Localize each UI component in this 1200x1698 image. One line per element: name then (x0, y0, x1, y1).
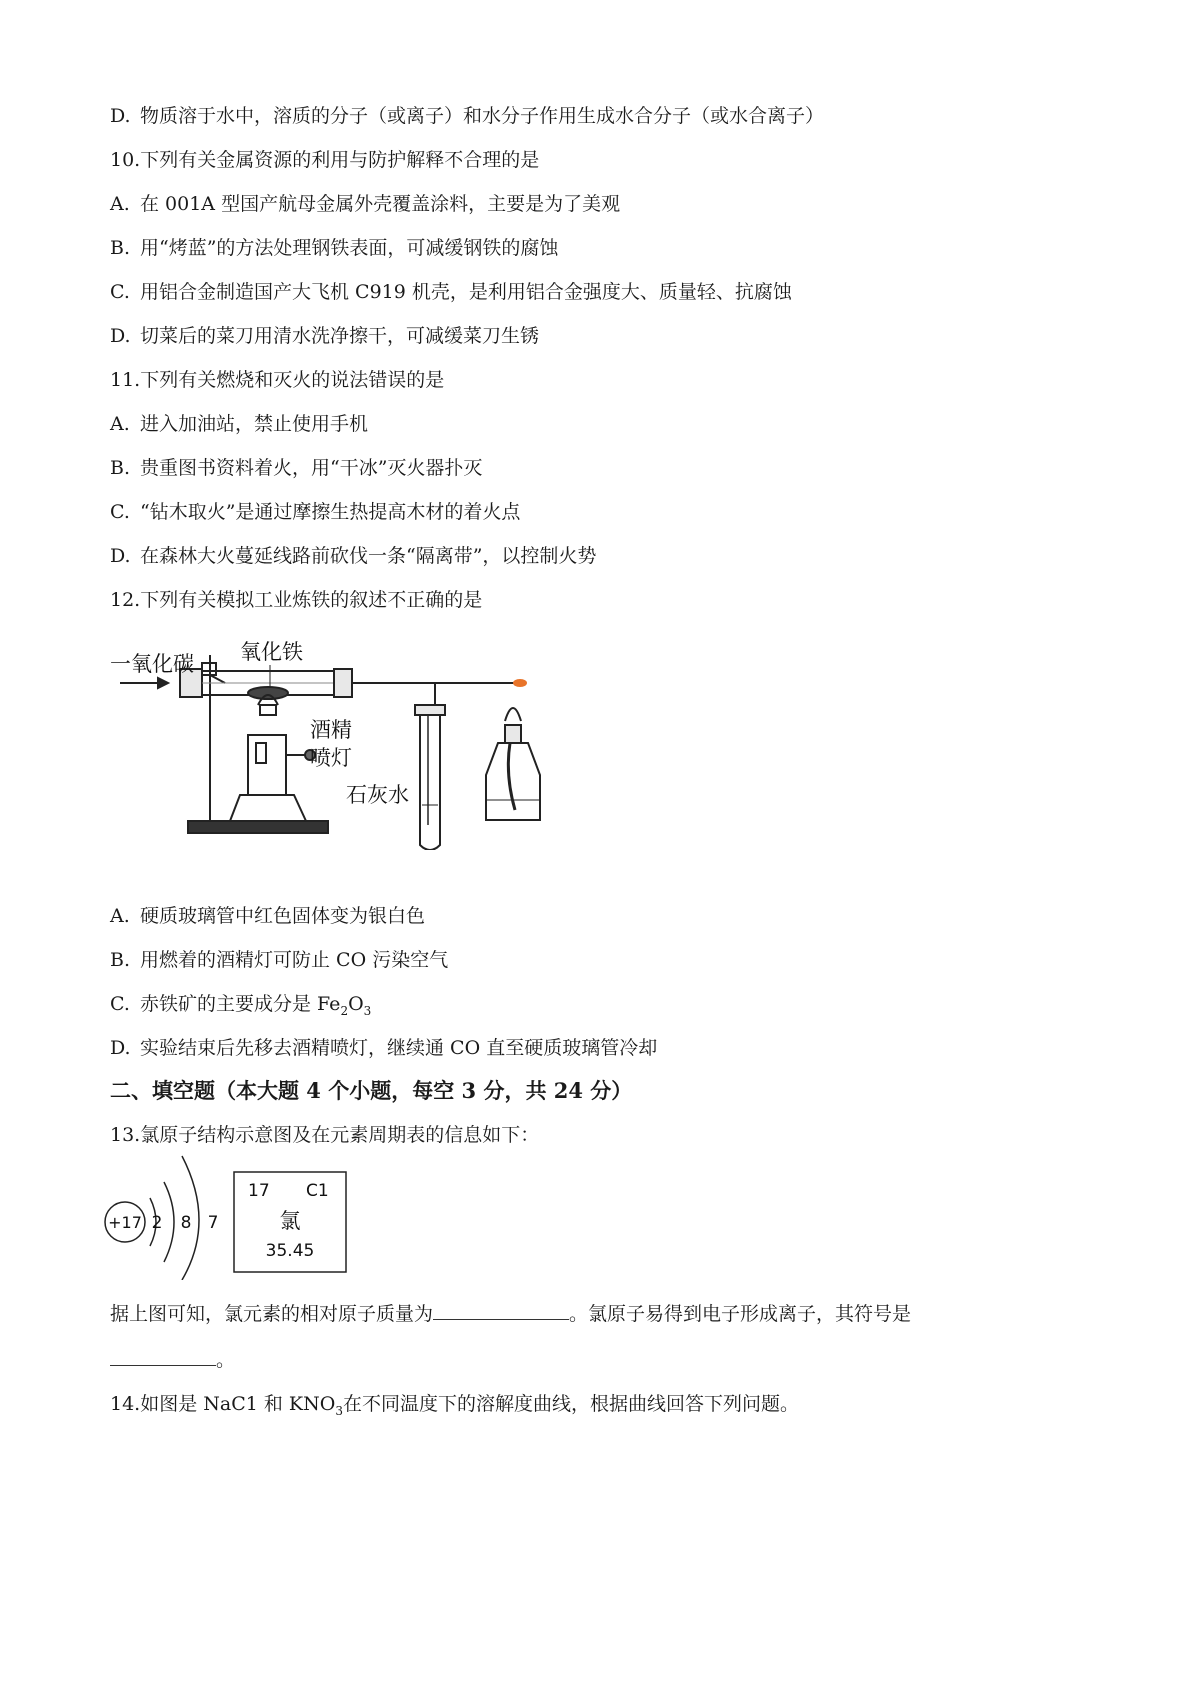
option-letter: D. (110, 1037, 131, 1059)
right-stopper (334, 669, 352, 697)
option-letter: C. (110, 501, 130, 523)
test-tube (420, 715, 440, 850)
q10-option-c (110, 279, 792, 305)
q11-option-b (110, 455, 482, 481)
label-blast-lamp-line1: 酒精 (310, 718, 352, 742)
subscript: 3 (363, 1003, 372, 1018)
q14-text-after: 在不同温度下的溶解度曲线，根据曲线回答下列问题。 (342, 1393, 799, 1415)
q10-stem: 10.下列有关金属资源的利用与防护解释不合理的是 (110, 149, 540, 171)
option-text: 贵重图书资料着火，用“干冰”灭火器扑灭 (140, 457, 483, 479)
option-letter: D. (110, 325, 131, 347)
apparatus-drawing (110, 625, 550, 850)
subscript: 3 (335, 1403, 343, 1418)
option-text: 在 001A 型国产航母金属外壳覆盖涂料，主要是为了美观 (140, 193, 621, 215)
option-letter: D. (110, 105, 131, 127)
option-letter: B. (110, 237, 131, 259)
option-text: 用燃着的酒精灯可防止 CO 污染空气 (140, 949, 449, 971)
q13-text-part2: 。氯原子易得到电子形成离子，其符号是 (569, 1303, 912, 1325)
alcohol-lamp-flame (505, 708, 521, 721)
cell-atomic-number: 17 (248, 1181, 270, 1201)
q12-option-b (110, 947, 448, 973)
option-letter: B. (110, 949, 131, 971)
q13-stem: 13.氯原子结构示意图及在元素周期表的信息如下： (110, 1124, 540, 1146)
q13-text-part3: 。 (216, 1349, 236, 1371)
option-text: 切菜后的菜刀用清水洗净擦干，可减缓菜刀生锈 (140, 325, 540, 347)
option-letter: D. (110, 545, 131, 567)
q10-option-d (110, 323, 539, 349)
answer-blank-ion[interactable] (110, 1349, 216, 1366)
lamp-burner-head (260, 705, 276, 715)
option-text: “钻木取火”是通过摩擦生热提高木材的着火点 (140, 501, 521, 523)
option-text: 物质溶于水中，溶质的分子（或离子）和水分子作用生成水合分子（或水合离子） (140, 105, 825, 127)
chlorine-figure (100, 1150, 360, 1280)
option-text: 硬质玻璃管中红色固体变为银白色 (140, 905, 426, 927)
q9-option-d (110, 103, 824, 129)
q10-option-a (110, 191, 620, 217)
option-letter: A. (110, 413, 130, 435)
cell-element-symbol: C1 (306, 1181, 329, 1201)
alcohol-lamp-neck (505, 725, 521, 743)
q13-question-line (110, 1301, 911, 1327)
q10-option-b (110, 235, 558, 261)
shell-electrons-2: 8 (180, 1213, 192, 1233)
label-iron-oxide: 氧化铁 (240, 640, 303, 664)
alcohol-lamp-body (486, 743, 540, 820)
electron-shell-2 (164, 1182, 174, 1262)
cell-atomic-mass: 35.45 (265, 1241, 315, 1261)
option-text: 实验结束后先移去酒精喷灯，继续通 CO 直至硬质玻璃管冷却 (140, 1037, 658, 1059)
nucleus-charge: +17 (108, 1213, 142, 1232)
q11-option-c (110, 499, 520, 525)
q13-question-line2 (110, 1347, 235, 1373)
option-text: 用铝合金制造国产大飞机 C919 机壳，是利用铝合金强度大、质量轻、抗腐蚀 (140, 281, 792, 303)
label-carbon-monoxide: 一氧化碳 (110, 652, 194, 676)
lamp-base (230, 795, 306, 821)
q13-text-part1: 据上图可知，氯元素的相对原子质量为 (110, 1303, 434, 1325)
chlorine-drawing (100, 1150, 360, 1280)
q12-stem: 12.下列有关模拟工业炼铁的叙述不正确的是 (110, 589, 483, 611)
clamp-arm (210, 675, 225, 683)
shell-electrons-1: 2 (151, 1213, 163, 1233)
option-text: 进入加油站，禁止使用手机 (140, 413, 369, 435)
q14-stem (110, 1391, 799, 1417)
option-letter: C. (110, 993, 130, 1015)
shell-electrons-3: 7 (207, 1213, 219, 1233)
q11-option-a (110, 411, 368, 437)
iron-oxide-sample (248, 687, 288, 699)
option-text: 用“烤蓝”的方法处理钢铁表面，可减缓钢铁的腐蚀 (140, 237, 559, 259)
answer-blank-mass[interactable] (433, 1301, 569, 1320)
arrow-head (158, 678, 168, 688)
option-letter: A. (110, 193, 130, 215)
subscript: 2 (340, 1003, 349, 1018)
burning-co-flame (513, 679, 527, 687)
label-blast-lamp-line2: 喷灯 (310, 746, 352, 770)
label-limewater: 石灰水 (346, 783, 409, 807)
option-text-before: 赤铁矿的主要成分是 Fe (140, 993, 341, 1015)
option-text: 在森林大火蔓延线路前砍伐一条“隔离带”，以控制火势 (140, 545, 597, 567)
section-heading-fill-in: 二、填空题（本大题 4 个小题，每空 3 分，共 24 分） (110, 1078, 633, 1103)
option-letter: A. (110, 905, 130, 927)
stand-base (188, 821, 328, 833)
option-text-mid: O (348, 993, 364, 1015)
q11-option-d (110, 543, 596, 569)
q12-option-c (110, 991, 371, 1017)
q12-option-a (110, 903, 425, 929)
option-letter: C. (110, 281, 130, 303)
q14-text-before: 14.如图是 NaC1 和 KNO (110, 1393, 336, 1415)
option-letter: B. (110, 457, 131, 479)
q12-option-d (110, 1035, 657, 1061)
q11-stem: 11.下列有关燃烧和灭火的说法错误的是 (110, 369, 445, 391)
test-tube-stopper (415, 705, 445, 715)
iron-smelting-apparatus-figure (110, 625, 550, 850)
cell-element-name: 氯 (279, 1209, 301, 1233)
lamp-window (256, 743, 266, 763)
